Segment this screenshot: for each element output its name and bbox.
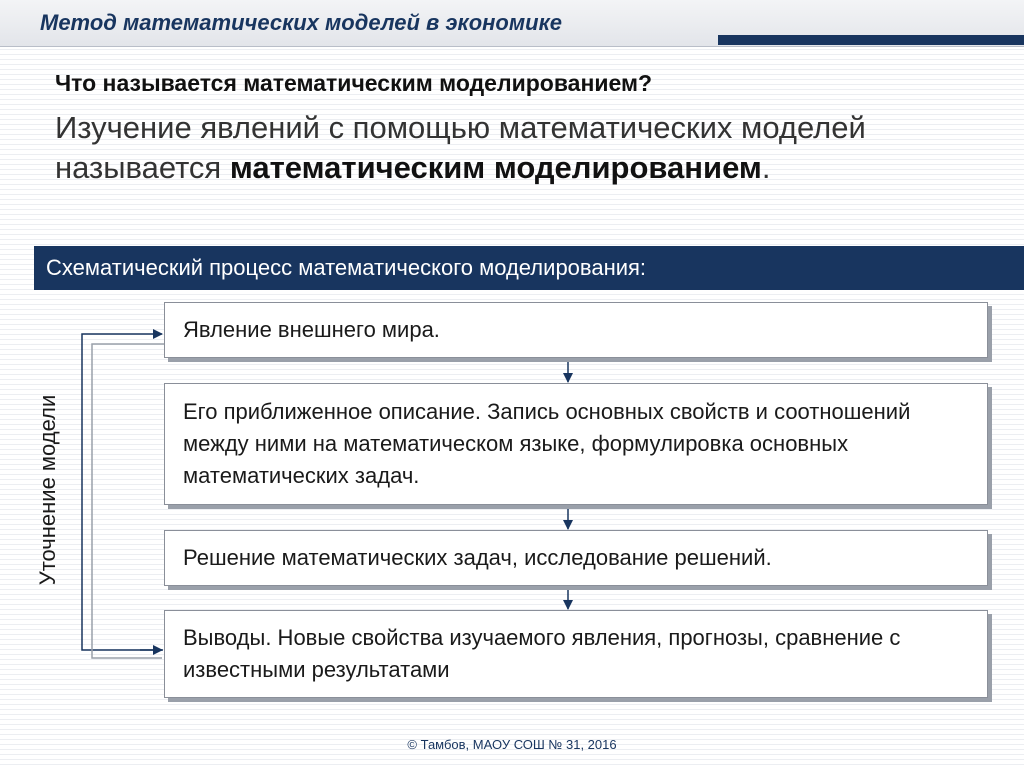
step-text: Явление внешнего мира.	[183, 317, 440, 342]
step-text: Выводы. Новые свойства изучаемого явления, прогнозы, сравнение с известными результатами	[183, 625, 901, 682]
step-text: Его приближенное описание. Запись основных свойств и соотношений между ними на математическом языке, формулировка основных математических задач.	[183, 399, 911, 488]
step-box-phenomenon	[164, 302, 988, 358]
question-heading: Что называется математическим моделированием?	[55, 70, 653, 96]
definition-end: .	[761, 150, 771, 185]
step-box-conclusions	[164, 610, 988, 698]
step-box-description	[164, 383, 988, 505]
refinement-label: Уточнение модели	[35, 394, 60, 586]
definition-body: Изучение явлений с помощью математических моделей называется	[55, 110, 866, 185]
process-banner-text: Схематический процесс математического моделирования:	[46, 255, 647, 280]
feedback-loop-outer	[82, 334, 163, 650]
process-banner	[34, 246, 1024, 290]
definition-text	[55, 108, 955, 188]
slide-title: Метод математических моделей в экономике	[40, 10, 562, 35]
slide-header	[0, 0, 1024, 47]
header-accent-bar	[718, 35, 1024, 45]
definition-emphasis: математическим моделированием	[229, 150, 762, 185]
step-box-solution	[164, 530, 988, 586]
step-text: Решение математических задач, исследование решений.	[183, 545, 772, 570]
feedback-loop-inner	[92, 344, 164, 658]
slide-footer: © Тамбов, МАОУ СОШ № 31, 2016	[407, 737, 617, 752]
